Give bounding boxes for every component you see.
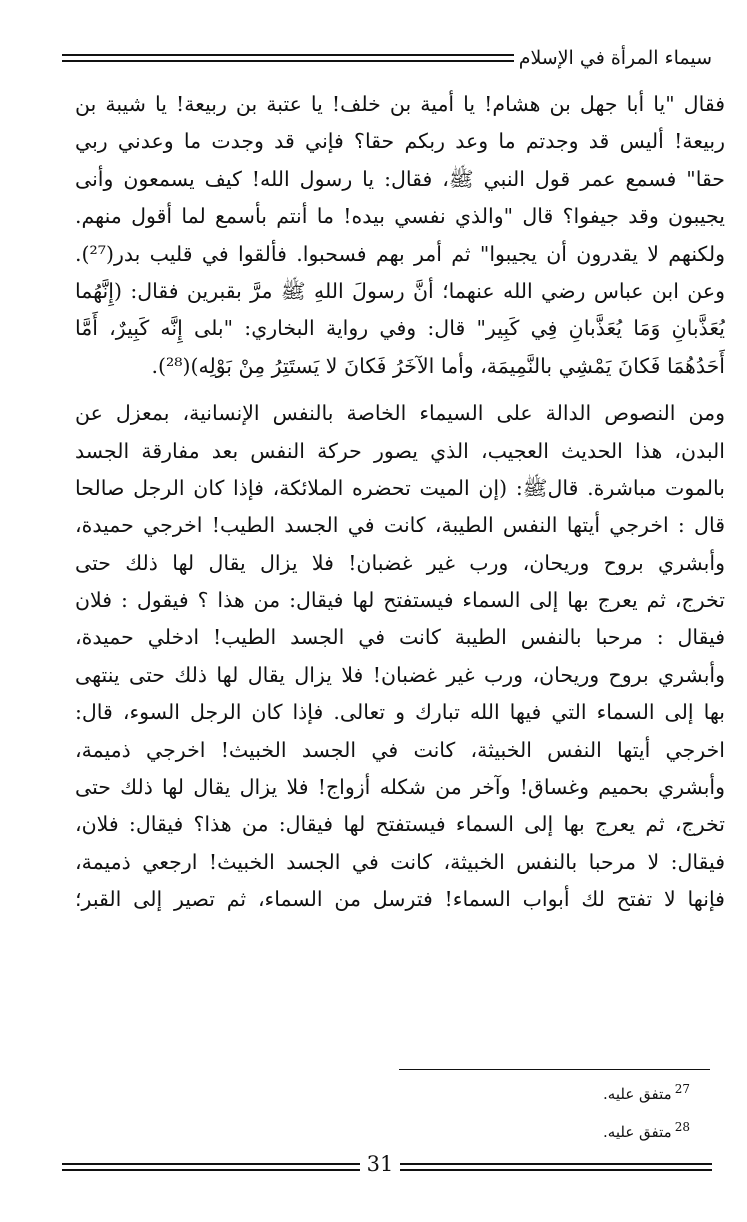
header-rule-top <box>62 54 514 56</box>
text-line: فيقال: لا مرحبا بالنفس الخبيثة، كانت في الجسد الخبيث! ارجعي ذميمة، <box>75 849 725 874</box>
footer-rule-right-bottom <box>400 1169 712 1171</box>
running-header <box>62 40 712 80</box>
text-line: يجيبون وقد جيفوا؟ قال "والذي نفسي بيده! ما أنتم بأسمع لما أقول منهم. <box>75 204 725 229</box>
text-line: حقا" فسمع عمر قول النبي ﷺ، فقال: يا رسول الله! كيف يسمعون وأنى <box>75 166 725 191</box>
text-line: البدن، هذا الحديث العجيب، الذي يصور حركة النفس بعد مفارقة الجسد <box>75 438 725 463</box>
text-line: وعن ابن عباس رضي الله عنهما؛ أنَّ رسولَ اللهِ ﷺ مرَّ بقبرين فقال: (إِنَّهُما <box>75 278 725 303</box>
text-line: ولكنهم لا يقدرون أن يجيبوا" ثم أمر بهم فسحبوا. فألقوا في قليب بدر(²⁷). <box>75 241 725 266</box>
footer-rule-right-top <box>400 1163 712 1165</box>
text-line: بالموت مباشرة. قالﷺ: (إن الميت تحضره الملائكة، فإذا كان الرجل صالحا <box>75 475 725 500</box>
text-line: بها إلى السماء التي فيها الله تبارك و تعالى. فإذا كان الرجل السوء، قال: <box>75 700 725 725</box>
text-line: ربيعة! أليس قد وجدتم ما وعد ربكم حقا؟ فإني قد وجدت ما وعدني ربي <box>75 129 725 154</box>
text-line: يُعَذَّبانِ وَمَا يُعَذَّبانِ فِي كَبِير" قال: وفي رواية البخاري: "بلى إِنَّه كَبِيرٌ، أَمَّا <box>75 316 725 341</box>
text-line: أَحَدُهُمَا فَكانَ يَمْشِي بالنَّمِيمَة، وأما الآخَرُ فَكانَ لا يَستَتِرُ مِنْ بَوْلِه)(²⁸). <box>151 353 725 378</box>
book-title: سيماء المرأة في الإسلام <box>518 47 712 69</box>
text-line: وأبشري بروح وريحان، ورب غير غضبان! فلا يزال يقال لها ذلك حتى ينتهى <box>75 662 725 687</box>
text-line: تخرج، ثم يعرج بها إلى السماء فيستفتح لها فيقال: من هذا؟ فيقال: فلان، <box>75 812 725 837</box>
footer-rule-left-bottom <box>62 1169 360 1171</box>
footnote-number: 27 <box>674 1082 690 1096</box>
footer-rule-left-top <box>62 1163 360 1165</box>
text-line: اخرجي أيتها النفس الخبيثة، كانت في الجسد الخبيث! اخرجي ذميمة، <box>75 737 725 762</box>
body-text <box>75 86 725 919</box>
text-line: وأبشري بروح وريحان، ورب غير غضبان! فلا يزال يقال لها ذلك حتى <box>75 550 725 575</box>
header-rule-bottom <box>62 60 514 62</box>
footnote-text: متفق عليه. <box>603 1123 672 1141</box>
text-line: ومن النصوص الدالة على السيماء الخاصة بالنفس الإنسانية، بمعزل عن <box>75 401 725 426</box>
page-number: 31 <box>366 1152 394 1176</box>
text-line: فيقال : مرحبا بالنفس الطيبة كانت في الجسد الطيب! ادخلي حميدة، <box>75 625 725 650</box>
footnote-28 <box>603 1120 690 1141</box>
text-line: قال : اخرجي أيتها النفس الطيبة، كانت في الجسد الطيب! اخرجي حميدة، <box>75 513 725 538</box>
footnote-text: متفق عليه. <box>603 1085 672 1103</box>
text-line: وأبشري بحميم وغساق! وآخر من شكله أزواج! فلا يزال يقال لها ذلك حتى <box>75 775 725 800</box>
footnote-separator <box>399 1069 710 1070</box>
text-line: فقال "يا أبا جهل بن هشام! يا أمية بن خلف! يا عتبة بن ربيعة! يا شيبة بن <box>75 92 725 116</box>
text-line: فإنها لا تفتح لك أبواب السماء! فترسل من السماء، ثم تصير إلى القبر؛ <box>75 887 725 912</box>
text-line: تخرج، ثم يعرج بها إلى السماء فيستفتح لها فيقال: من هذا ؟ فيقول : فلان <box>75 588 725 613</box>
footnote-number: 28 <box>674 1120 690 1134</box>
paragraph-gap <box>75 385 725 395</box>
footnote-27 <box>603 1082 690 1103</box>
